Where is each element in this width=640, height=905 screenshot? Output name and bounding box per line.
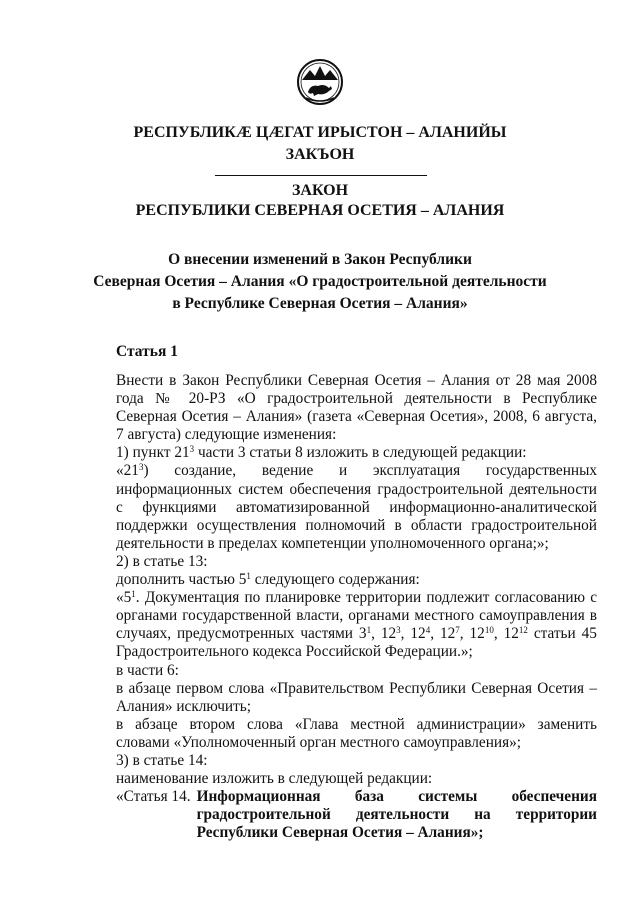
title-line-3: в Республике Северная Осетия – Алания» (172, 295, 468, 312)
article-body (116, 372, 597, 842)
title-line-2: Северная Осетия – Алания «О градостроительной деятельности (93, 273, 547, 290)
item-2: 2) в статье 13: (116, 552, 208, 570)
header-ossetian-republic: РЕСПУБЛИКÆ ЦÆГАТ ИРЫСТОН – АЛАНИЙЫ (133, 124, 507, 141)
item-2b: в части 6: (116, 661, 179, 679)
item-2d: в абзаце втором слова «Глава местной администрации» заменить словами «Уполномоченный орган местного самоуправления»; (116, 715, 597, 751)
header-law: ЗАКОН (291, 182, 349, 199)
article-14-title (116, 788, 597, 842)
item-2a: дополнить частью $5^1$ следующего содержания: (116, 571, 420, 589)
coat-of-arms-icon (296, 58, 344, 106)
item-3a: наименование изложить в следующей редакции: (116, 770, 433, 788)
header-republic: РЕСПУБЛИКИ СЕВЕРНАЯ ОСЕТИЯ – АЛАНИЯ (135, 202, 505, 219)
article-heading: Статья 1 (116, 343, 178, 360)
item-2c: в абзаце первом слова «Правительством Республики Северная Осетия – Алания» исключить; (116, 679, 597, 715)
quote-1: «$21^3$) создание, ведение и эксплуатация государственных информационных систем обеспечения градостроительной деятельности с функциями автоматизированной информационно-аналитической поддержки осуществления полномочий в области градостроительной деятельности в пределах компетенции уполномоченного органа;»; (116, 462, 597, 552)
header-ossetian-law: ЗАКЪОН (285, 146, 355, 163)
header-divider (215, 175, 427, 176)
article-14-text: Информационная база системы обеспечения градостроительной деятельности на территории Республики Северная Осетия – Алания»; (196, 788, 597, 842)
article-14-label: «Статья 14. (116, 788, 191, 806)
intro-paragraph: Внести в Закон Республики Северная Осетия – Алания от 28 мая 2008 года № 20-РЗ «О градостроительной деятельности в Республике Северная Осетия – Алания» (газета «Северная Осетия», 2008, 6 августа, 7 августа) следующие изменения: (116, 372, 597, 444)
title-line-1: О внесении изменений в Закон Республики (168, 251, 472, 268)
item-3: 3) в статье 14: (116, 751, 208, 769)
item-1: 1) пункт $21^3$ части 3 статьи 8 изложить в следующей редакции: (116, 444, 527, 462)
quote-2: «$5^1$. Документация по планировке территории подлежит согласованию с органами государственной власти, органами местного самоуправления в случаях, предусмотренных частями $3^1$, $12^3$, $12^4$, $12^7$, $12^{10}$, $12^{12}$ статьи 45 Градостроительного кодекса Российской Федерации.»; (116, 589, 597, 661)
